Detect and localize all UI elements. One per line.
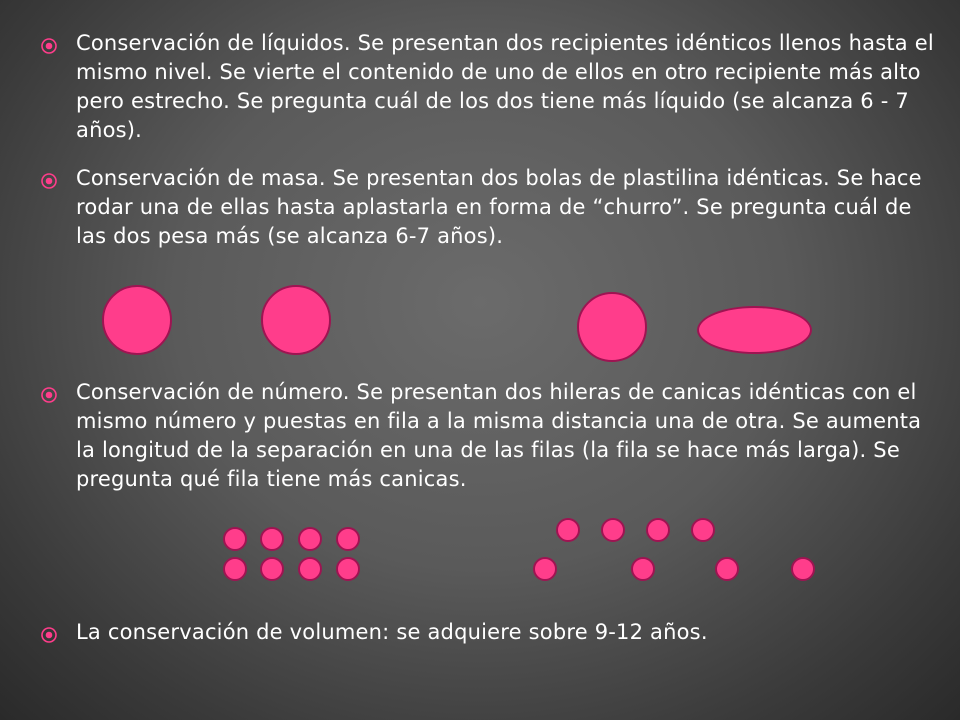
bullet-text-numero: Conservación de número. Se presentan dos hileras de canicas idénticas con el mismo número y puestas en fila a la misma distancia una de otra. Se aumenta la longitud de la separación en una de las filas (la fila se hace más larga). Se pregunta qué fila tiene más canicas. — [76, 380, 922, 491]
marble — [715, 557, 739, 581]
marble — [336, 527, 360, 551]
marble — [260, 557, 284, 581]
marble — [601, 518, 625, 542]
marble — [298, 527, 322, 551]
marble — [691, 518, 715, 542]
plasticine-churro — [697, 306, 812, 354]
marble — [631, 557, 655, 581]
marble — [791, 557, 815, 581]
bullet-icon — [40, 172, 58, 190]
plasticine-ball — [261, 285, 331, 355]
plasticine-ball — [577, 292, 647, 362]
marble — [556, 518, 580, 542]
plasticine-ball — [102, 285, 172, 355]
marble — [260, 527, 284, 551]
bullet-icon — [40, 37, 58, 55]
bullet-text-liquidos: Conservación de líquidos. Se presentan dos recipientes idénticos llenos hasta el mismo nivel. Se vierte el contenido de uno de ellos en otro recipiente más alto pero estrecho. Se pregunta cuál de los dos tiene más líquido (se alcanza 6 - 7 años). — [76, 31, 934, 142]
marble — [298, 557, 322, 581]
marble — [223, 527, 247, 551]
marble — [646, 518, 670, 542]
bullet-icon — [40, 626, 58, 644]
marble — [223, 557, 247, 581]
bullet-text-volumen: La conservación de volumen: se adquiere sobre 9-12 años. — [76, 620, 708, 644]
marble — [336, 557, 360, 581]
bullet-text-masa: Conservación de masa. Se presentan dos bolas de plastilina idénticas. Se hace rodar una de ellas hasta aplastarla en forma de “churro”. Se pregunta cuál de las dos pesa más (se alcanza 6-7 años). — [76, 166, 922, 248]
bullet-icon — [40, 386, 58, 404]
marble — [533, 557, 557, 581]
